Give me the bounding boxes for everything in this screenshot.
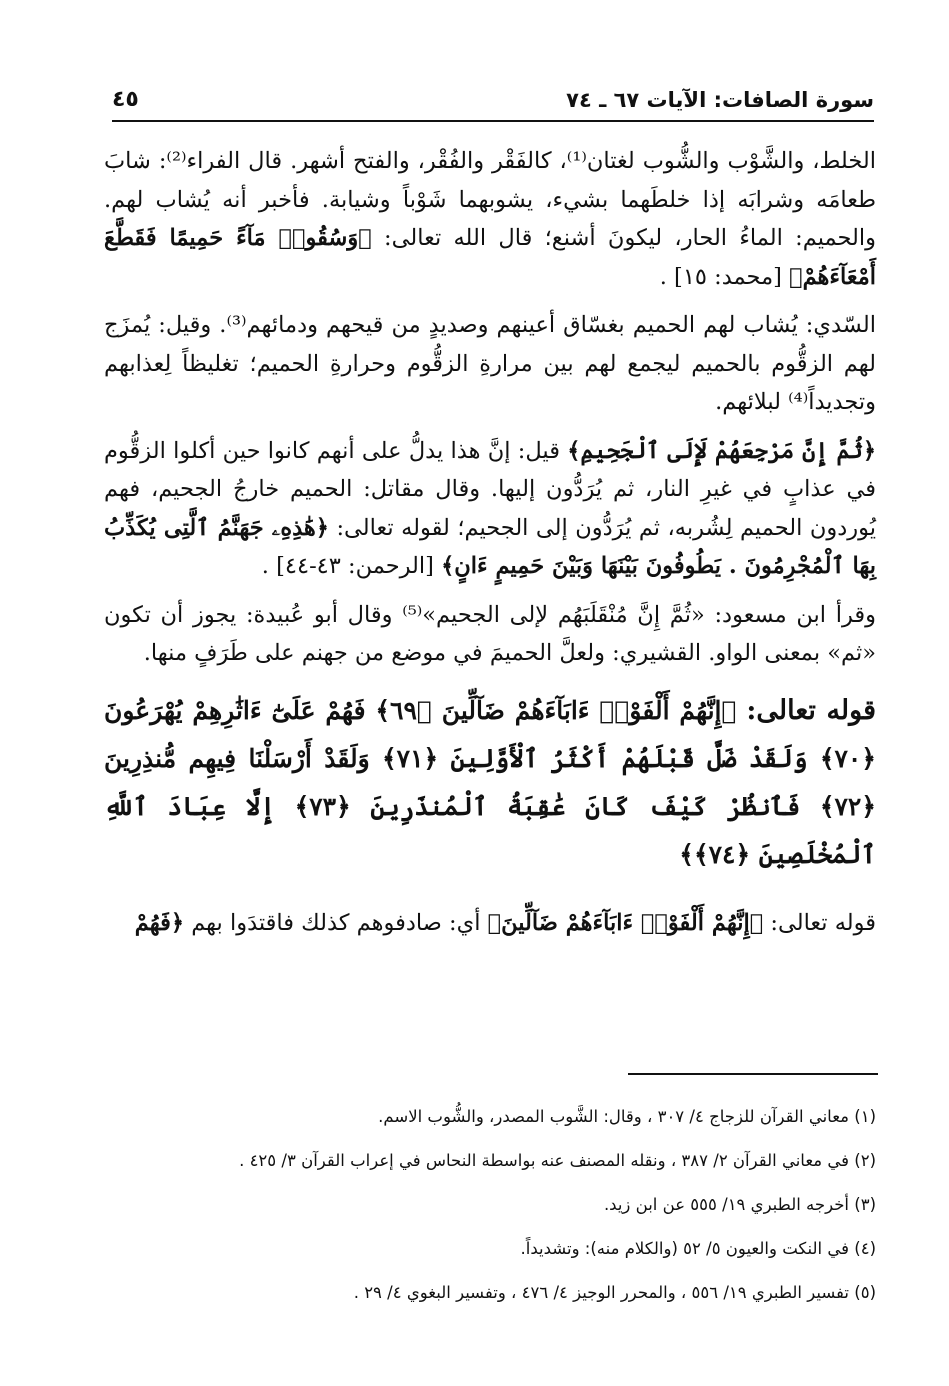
commentary-start [104,904,876,943]
paragraph-4: وقرأ ابن مسعود: «ثُمَّ إِنَّ مُنْقَلَبَهُم لإلى الجحيم»⁽⁵⁾ وقال أبو عُبيدة: يجوز أن تكون «ثم» بمعنى الواو. القشيري: ولعلَّ الحميمَ في موضع من جهنم على طَرَفٍ منها. [104,601,876,666]
footnote-1: (١) معاني القرآن للزجاج ٤/ ٣٠٧ ، وقال: الشَّوب المصدر، والشُّوب الاسم. [378,1107,876,1126]
paragraph-2: السّدي: يُشاب لهم الحميم بغسّاق أعينهم وصديدٍ من قيحهم ودمائهم⁽³⁾. وقيل: يُمزَج لهم الزقُّوم بالحميم ليجمع لهم بين مرارةِ الزقُّوم وحرارةِ الحميم؛ تغليظاً لِعذابهم وتجديداً⁽⁴⁾ لبلائهم. [104,312,876,415]
footnote-3: (٣) أخرجه الطبري ١٩/ ٥٥٥ عن ابن زيد. [603,1195,876,1214]
section-verses: ﴿إِنَّهُمْ أَلْفَوْا۟ ءَابَآءَهُمْ ضَآلِّينَ ﴿٦٩﴾ فَهُمْ عَلَىٰٓ ءَاثَٰرِهِمْ يُهْرَعُونَ ﴿٧٠﴾ وَلَقَدْ ضَلَّ قَبْلَهُمْ أَكْثَرُ ٱلْأَوَّلِينَ ﴿٧١﴾ وَلَقَدْ أَرْسَلْنَا فِيهِم مُّنذِرِينَ ﴿٧٢﴾ فَٱنظُرْ كَيْفَ كَانَ عَٰقِبَةُ ٱلْمُنذَرِينَ ﴿٧٣﴾ إِلَّا عِبَادَ ٱللَّهِ ٱلْمُخْلَصِينَ ﴿٧٤﴾﴾ [104,695,876,869]
paragraph-1 [104,142,876,296]
quran-quote: ﴿هَٰذِهِۦ جَهَنَّمُ ٱلَّتِى يُكَذِّبُ بِهَا ٱلْمُجْرِمُونَ . يَطُوفُونَ بَيْنَهَا وَبَيْنَ حَمِيمٍ ءَانٍ﴾ [104,514,876,579]
header-title: سورة الصافات: الآيات ٦٧ ـ ٧٤ [566,88,874,112]
quran-quote: ﴿وَسُقُوا۟ مَآءً حَمِيمًا فَقَطَّعَ أَمْعَآءَهُمْ﴾ [104,225,876,290]
paragraph-3 [104,432,876,586]
quran-quote: ﴿ثُمَّ إِنَّ مَرْجِعَهُمْ لَإِلَى ٱلْجَحِيمِ﴾ [567,437,876,464]
quran-quote: ﴿إِنَّهُمْ أَلْفَوْا۟ ءَابَآءَهُمْ ضَآلِّينَ﴾ [487,909,764,936]
footnotes [104,1106,876,1326]
running-header [112,78,874,122]
page-number: ٤٥ [112,87,139,112]
footnote-4: (٤) في النكت والعيون ٥/ ٥٢ (والكلام منه): وتشديداً. [520,1239,876,1258]
paragraph-3-text: قيل: إنَّ هذا يدلُّ على أنهم كانوا حين أكلوا الزقُّوم في عذابٍ في غيرِ النار، ثم يُرَدُّون إليها. وقال مقاتل: الحميم خارجُ الجحيم، فهم يُوردون الحميم لِشُربه، ثم يُرَدُّون إلى الجحيم؛ لقوله تعالى: [104,437,876,541]
commentary-lead: قوله تعالى: [770,909,876,936]
main-text [104,142,876,942]
quran-quote: ﴿فَهُمْ [134,909,185,936]
commentary-text: أي: صادفوهم كذلك فاقتدَوا بهم [191,909,481,936]
quran-reference: [الرحمن: ٤٣-٤٤] . [261,553,434,579]
section-lead: قوله تعالى: [746,694,877,726]
footnote-5: (٥) تفسير الطبري ١٩/ ٥٥٦ ، والمحرر الوجيز ٤/ ٤٧٦ ، وتفسير البغوي ٤/ ٢٩ . [353,1283,876,1302]
quran-reference: [محمد: ١٥] . [659,263,782,290]
verse-section [104,687,876,879]
footnote-separator [628,1073,878,1075]
footnote-2: (٢) في معاني القرآن ٢/ ٣٨٧ ، ونقله المصنف عنه بواسطة النحاس في إعراب القرآن ٣/ ٤٢٥ . [239,1151,876,1170]
paragraph-1-text: الخلط، والشَّوْب والشُّوب لغتان⁽¹⁾، كالفَقْر والفُقْر، والفتح أشهر. قال الفراء⁽²⁾: شابَ طعامَه وشرابَه إذا خلطَهما بشيء، يشوبهما شَوْباً وشيابة. فأخبر أنه يُشاب لهم. والحميم: الماءُ الحار، ليكونَ أشنع؛ قال الله تعالى: [104,148,877,251]
